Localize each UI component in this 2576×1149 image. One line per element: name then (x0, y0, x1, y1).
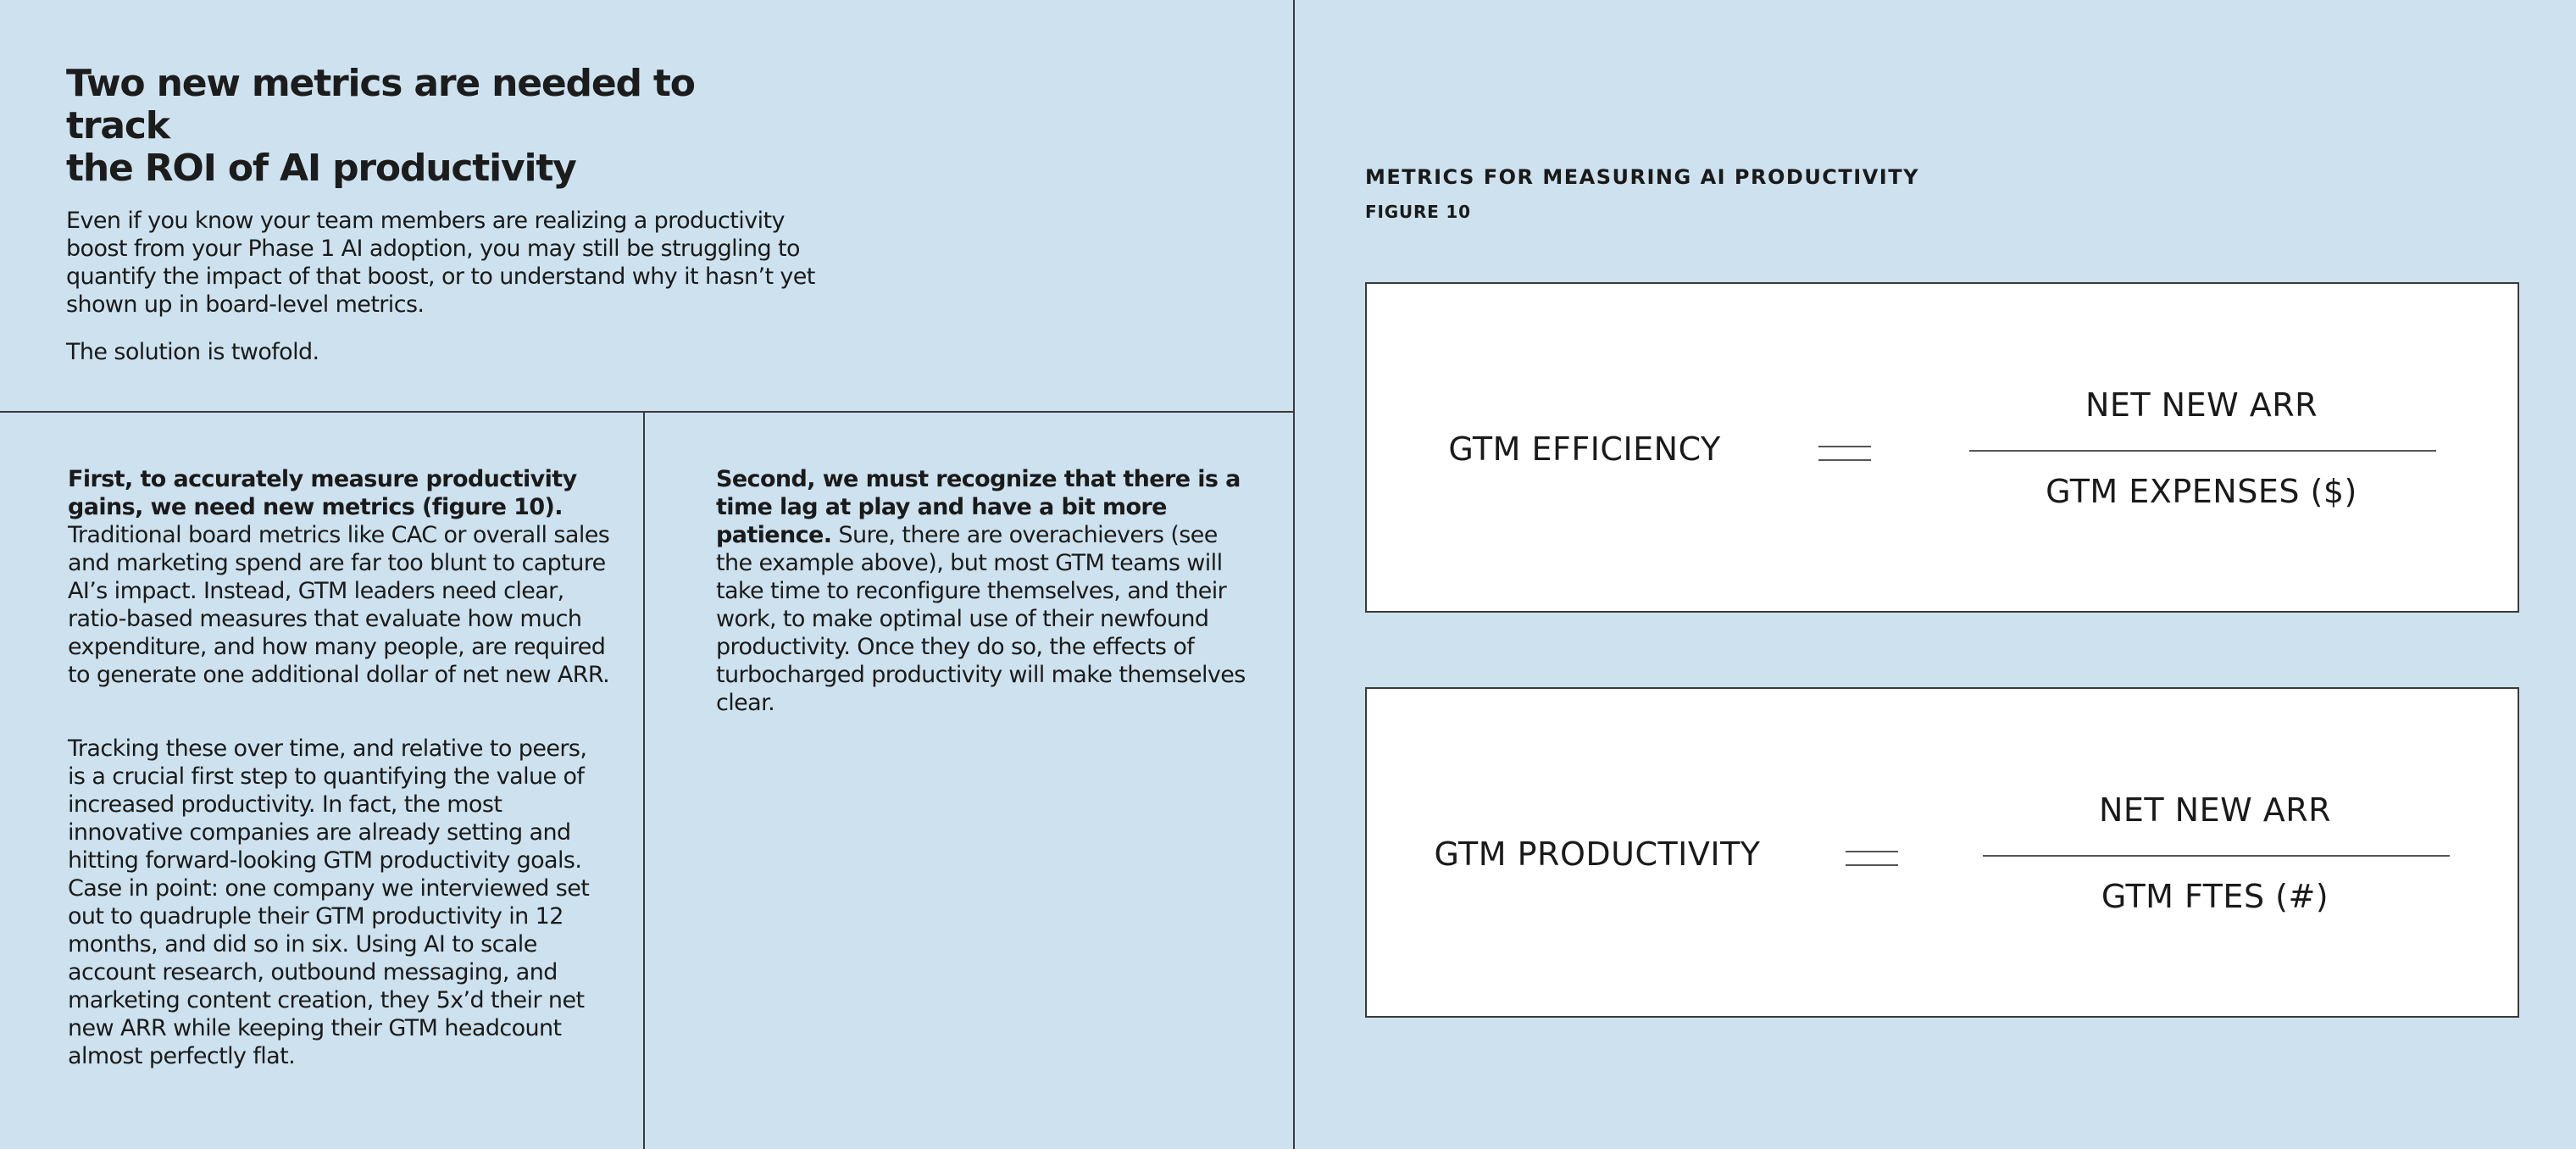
numerator: NET NEW ARR (2098, 791, 2332, 829)
metric-name: GTM EFFICIENCY (1448, 430, 1721, 468)
numerator: NET NEW ARR (2085, 386, 2318, 424)
figure-title: METRICS FOR MEASURING AI PRODUCTIVITY (1365, 165, 1919, 189)
column-divider (643, 412, 645, 1149)
intro-solution: The solution is twofold. (66, 339, 319, 365)
denominator: GTM FTES (#) (2101, 878, 2329, 915)
column2-paragraph-1 (716, 465, 1258, 717)
title-line-1: Two new metrics are needed to track (66, 62, 695, 147)
page-title (66, 63, 744, 190)
fraction-bar (1969, 450, 2436, 452)
column1-paragraph-2: Tracking these over time, and relative to peers, is a crucial first step to quantifying the value of increased productivity. In fact, the most innovative companies are already setting and hitting forward-looking GTM productivity goals. Case in point: one company we interviewed set out to quadruple their GTM productivity in 12 months, and did so in six. Using AI to scale account research, outbound messaging, and marketing content creation, they 5x’d their net new ARR while keeping their GTM headcount almost perfectly flat. (68, 735, 590, 1069)
column1-lead: First, to accurately measure productivity gains, we need new metrics (figure 10). (68, 466, 577, 520)
column2-body: Sure, there are overachievers (see the example above), but most GTM teams will take time to reconfigure themselves, and their work, to make optimal use of their newfound productivity. Once they do so, the effects of turbocharged productivity will make themselves clear. (716, 522, 1246, 716)
denominator: GTM EXPENSES ($) (2046, 473, 2357, 510)
title-line-2: the ROI of AI productivity (66, 147, 576, 190)
equals-sign (1846, 851, 1898, 866)
figure-number: FIGURE 10 (1365, 202, 1471, 222)
column1-body: Traditional board metrics like CAC or overall sales and marketing spend are far too blunt to capture AI’s impact. Instead, GTM leaders need clear, ratio-based measures that evaluate how much expenditure, and how many people, are required to generate one additional dollar of net new ARR. (68, 522, 610, 688)
center-divider (1293, 0, 1295, 1149)
intro-divider (0, 411, 1294, 413)
column2-lead: Second, we must recognize that there is a time lag at play and have a bit more patience. (716, 466, 1241, 548)
column1-paragraph-1 (68, 465, 610, 689)
fraction-bar (1983, 855, 2450, 857)
metric-name: GTM PRODUCTIVITY (1434, 835, 1761, 873)
equals-sign (1818, 446, 1871, 461)
metric-card-productivity (1365, 687, 2519, 1018)
intro-paragraph: Even if you know your team members are realizing a productivity boost from your Phase 1 AI adoption, you may still be struggling to quantify the impact of that boost, or to understand why it hasn’t yet shown up in board-level metrics. (66, 208, 815, 318)
metric-card-efficiency (1365, 282, 2519, 613)
